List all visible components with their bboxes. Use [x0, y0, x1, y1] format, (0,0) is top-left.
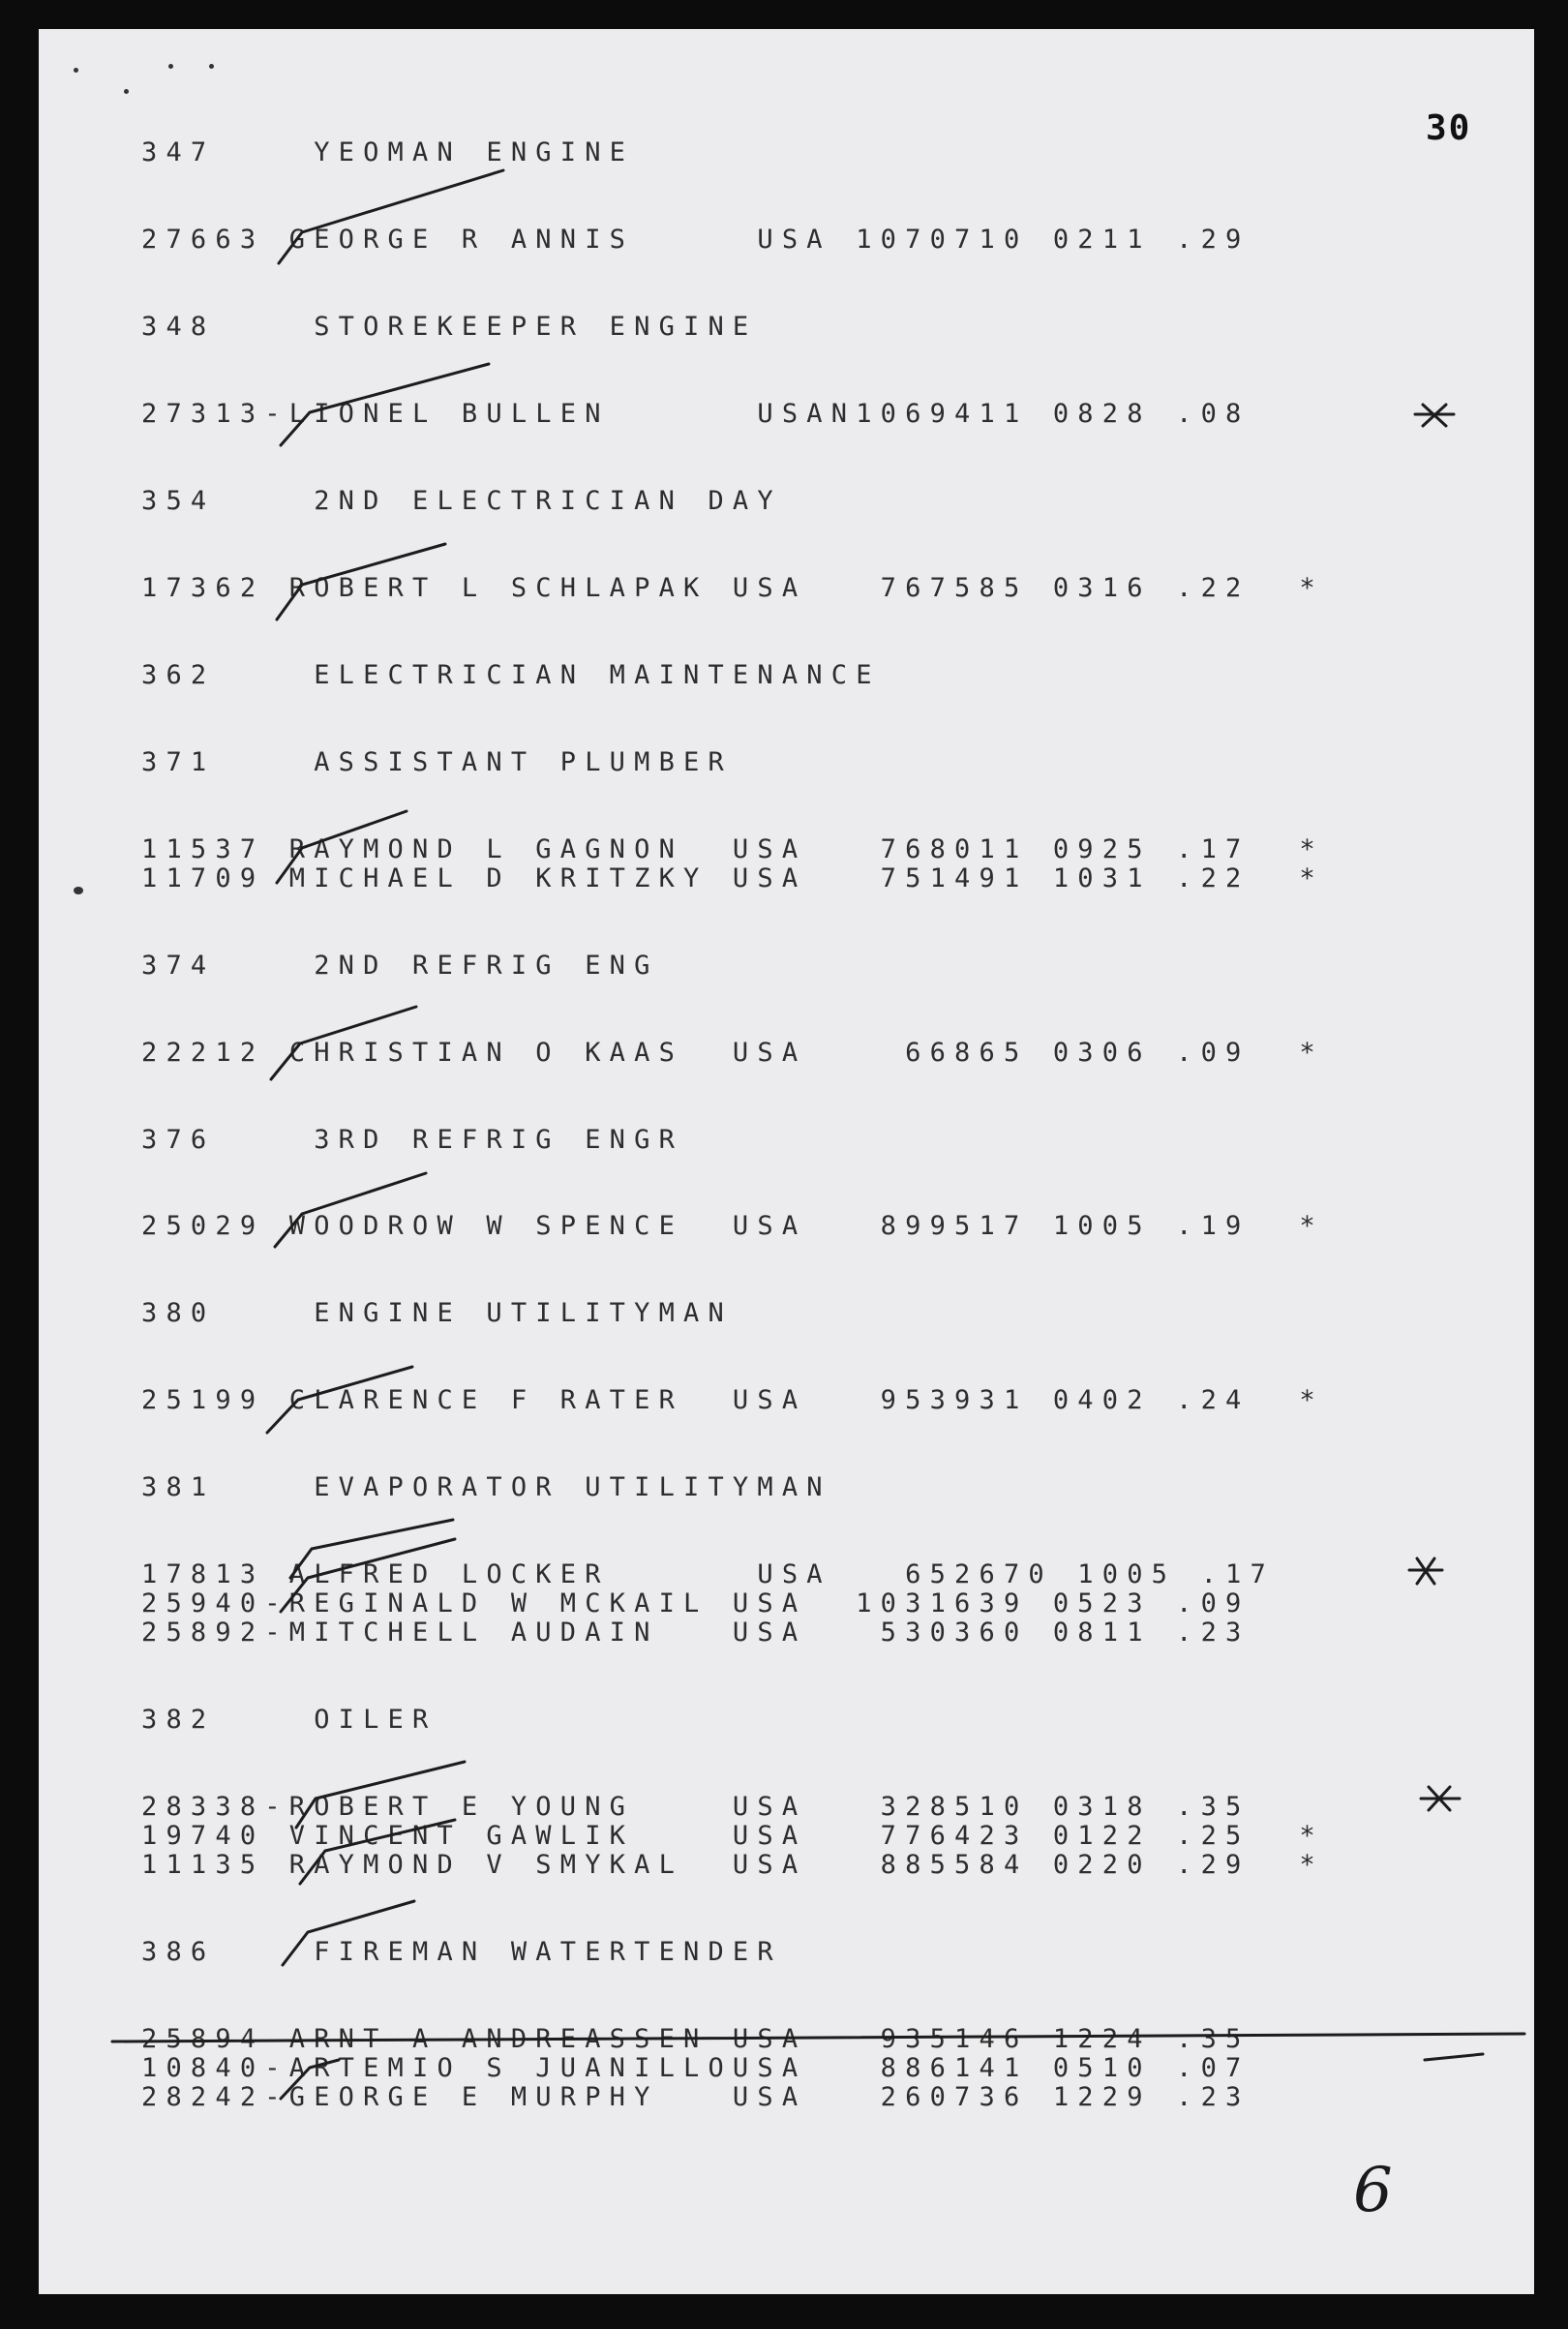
section-heading: 382 OILER [141, 1705, 437, 1735]
check-mark [281, 2060, 339, 2099]
check-mark [281, 1539, 455, 1612]
crew-record: 11135 RAYMOND V SMYKAL USA 885584 0220 .29 * [141, 1850, 1324, 1880]
check-mark [296, 1762, 465, 1828]
crew-record: 10840-ARTEMIO S JUANILLOUSA 886141 0510 .07 [141, 2053, 1251, 2083]
crew-record-struck: 25894 ARNT A ANDREASSEN USA 935146 1224 .35 [141, 2024, 1251, 2054]
crew-record: 17813 ALFRED LOCKER USA 652670 1005 .17 [141, 1559, 1275, 1589]
crew-record: 22212 CHRISTIAN O KAAS USA 66865 0306 .09 * [141, 1038, 1324, 1068]
section-heading: 354 2ND ELECTRICIAN DAY [141, 486, 782, 516]
strike-through [112, 2034, 1524, 2042]
star-mark [1409, 1558, 1442, 1584]
crew-record: 28242-GEORGE E MURPHY USA 260736 1229 .23 [141, 2082, 1251, 2112]
section-heading: 362 ELECTRICIAN MAINTENANCE [141, 660, 881, 690]
section-heading: 347 YEOMAN ENGINE [141, 137, 635, 167]
check-mark [277, 544, 445, 620]
check-mark [283, 1901, 414, 1965]
crew-record: 27313-LIONEL BULLEN USAN1069411 0828 .08 [141, 399, 1251, 429]
check-mark [300, 1820, 455, 1884]
crew-record: 11709 MICHAEL D KRITZKY USA 751491 1031 .22 * [141, 863, 1324, 893]
crew-record: 25892-MITCHELL AUDAIN USA 530360 0811 .23 [141, 1618, 1251, 1648]
section-heading: 376 3RD REFRIG ENGR [141, 1125, 684, 1155]
crew-record: 28338-ROBERT E YOUNG USA 328510 0318 .35 [141, 1792, 1251, 1822]
crew-record: 19740 VINCENT GAWLIK USA 776423 0122 .25 * [141, 1821, 1324, 1851]
page-number: 30 [1426, 108, 1472, 148]
check-mark [290, 1520, 453, 1578]
section-heading: 374 2ND REFRIG ENG [141, 951, 659, 981]
crew-record: 17362 ROBERT L SCHLAPAK USA 767585 0316 .22 * [141, 573, 1324, 603]
crew-record: 25940-REGINALD W MCKAIL USA 1031639 0523 .09 [141, 1588, 1251, 1618]
section-heading: 380 ENGINE UTILITYMAN [141, 1298, 733, 1328]
check-mark [267, 1367, 412, 1433]
crew-record: 25029 WOODROW W SPENCE USA 899517 1005 .19 * [141, 1211, 1324, 1241]
section-heading: 386 FIREMAN WATERTENDER [141, 1937, 782, 1967]
star-mark [1421, 1787, 1460, 1810]
check-mark [281, 364, 489, 445]
handwritten-mark: 6 [1353, 2155, 1393, 2226]
check-mark [277, 811, 407, 883]
check-mark [275, 1173, 426, 1247]
section-heading: 381 EVAPORATOR UTILITYMAN [141, 1472, 831, 1502]
check-mark [271, 1007, 416, 1079]
section-heading: 371 ASSISTANT PLUMBER [141, 747, 733, 777]
check-mark [279, 170, 503, 263]
crew-record: 11537 RAYMOND L GAGNON USA 768011 0925 .17 * [141, 834, 1324, 864]
crew-record: 25199 CLARENCE F RATER USA 953931 0402 .24 * [141, 1385, 1324, 1415]
section-heading: 348 STOREKEEPER ENGINE [141, 312, 758, 342]
crew-record: 27663 GEORGE R ANNIS USA 1070710 0211 .29 [141, 225, 1251, 255]
star-mark [1415, 405, 1454, 426]
dash-mark [1425, 2054, 1483, 2060]
